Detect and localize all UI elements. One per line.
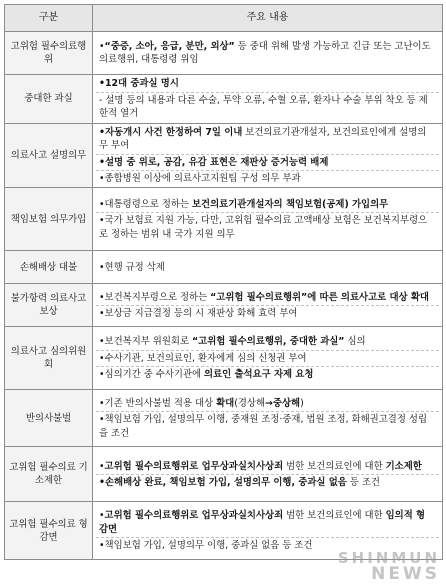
content-text: •보상금 지급결정 등의 시 재판상 화해 효력 부여 [99, 307, 298, 319]
content-text: ) [300, 397, 304, 409]
content-text: 범한 보건의료인에 대한 [283, 510, 386, 522]
content-text: •심의기간 중 수사기관에 [99, 369, 205, 381]
content-line [96, 350, 439, 366]
watermark-line-1: SHINMUN [337, 549, 440, 567]
policy-table [4, 4, 443, 560]
row-category: 고위험 필수의료 형 감면 [5, 502, 93, 560]
table-row [5, 75, 443, 124]
table-row [5, 251, 443, 284]
row-category: 책임보험 의무가입 [5, 188, 93, 251]
content-text: •수사기관, 보건의료인, 환자에게 심의 신청권 부여 [99, 352, 307, 364]
content-text: →중상해 [265, 397, 301, 409]
content-line [96, 125, 439, 154]
table-row [5, 284, 443, 327]
content-text: “고위험 필수의료행위”에 따른 의료사고로 대상 확대 [210, 291, 429, 303]
row-category: 반의사불벌 [5, 390, 93, 447]
row-content [93, 284, 443, 327]
row-content [93, 327, 443, 390]
content-text: •보건복지부령으로 정하는 [99, 291, 211, 303]
header-category: 구분 [5, 5, 93, 32]
content-line [96, 290, 439, 305]
table-row [5, 32, 443, 75]
content-text: •자동개시 사건 한정하여 7일 이내 [99, 127, 243, 138]
content-line [96, 474, 439, 490]
content-line [96, 170, 439, 186]
content-text: 등 조건 [346, 476, 380, 488]
table-row [5, 447, 443, 502]
content-text: “중증, 소아, 응급, 분만, 외상” [104, 40, 235, 52]
table-row [5, 502, 443, 560]
table-row [5, 390, 443, 447]
content-line [96, 197, 439, 212]
row-content [93, 502, 443, 560]
content-line [96, 305, 439, 321]
content-line [96, 537, 439, 553]
content-text: •설명 중 위로, 공감, 유감 표현은 재판상 증거능력 배제 [99, 156, 329, 168]
content-text: 의료인 출석요구 자제 요청 [204, 369, 314, 381]
row-content [93, 390, 443, 447]
content-line [96, 39, 439, 68]
row-category: 중대한 과실 [5, 75, 93, 124]
content-text: 보건의료기관개설자의 책임보험(공제) 가입의무 [192, 198, 389, 210]
content-text: 고위험 필수의료행위로 업무상과실치사상죄 [104, 510, 284, 522]
content-text: “고위험 필수의료행위, 중대한 과실” [192, 336, 345, 348]
row-category: 의료사고 설명의무 [5, 124, 93, 188]
row-category: 고위험 필수의료행위 [5, 32, 93, 75]
table-body [5, 32, 443, 560]
content-text: 확대 [216, 397, 235, 409]
row-content [93, 447, 443, 502]
content-text: 고위험 필수의료행위로 업무상과실치사상죄 [104, 460, 284, 472]
content-text: •보건복지부 위원회로 [99, 336, 192, 348]
content-text: 임의적 형 감면 [99, 510, 426, 535]
content-text: •국가 보험료 지원 가능, 다만, 고위험 필수의료 고액배상 보험은 보건복지부령으로 정하는 범위 내 국가 지원 의무 [99, 215, 428, 240]
content-text: •책임보험 가입, 설명의무 이행, 중과실 없음 등 조건 [99, 540, 313, 552]
content-line [96, 508, 439, 537]
table-row [5, 124, 443, 188]
content-text: • [99, 40, 105, 52]
row-content [93, 124, 443, 188]
table-row [5, 327, 443, 390]
content-text: • [99, 460, 105, 472]
content-text: •책임보험 가입, 설명의무 이행, 중재원 조정·중재, 법원 조정, 화해권고결정 성립을 조건 [99, 414, 427, 439]
table-header-row [5, 5, 443, 32]
content-line [96, 212, 439, 242]
content-text: 기소제한 [385, 460, 422, 472]
content-line [96, 396, 439, 411]
content-line [96, 260, 439, 275]
content-text: •종합병원 이상에 의료사고지원팀 구성 의무 부과 [99, 173, 301, 185]
watermark-line-2: NEWS [371, 564, 440, 584]
content-text: 심의 [344, 336, 366, 348]
row-content [93, 251, 443, 284]
content-line [96, 459, 439, 474]
row-content [93, 75, 443, 124]
header-content: 주요 내용 [93, 5, 443, 32]
content-line [96, 334, 439, 349]
content-text: • [99, 510, 105, 522]
content-text: (경상해 [234, 397, 266, 409]
content-line [96, 154, 439, 170]
row-category: 고위험 필수의료 기소제한 [5, 447, 93, 502]
content-text: 보건의료기관개설자, 보건의료인에게 설명의무 부여 [99, 127, 427, 152]
content-text: - 설명 등의 내용과 다른 수술, 투약 오류, 수혈 오류, 환자나 수술 부위 착오 등 제한적 열거 [99, 94, 428, 120]
content-line [96, 76, 439, 91]
row-content [93, 32, 443, 75]
row-content [93, 188, 443, 251]
row-category: 불가항력 의료사고 보상 [5, 284, 93, 327]
content-text: 범한 보건의료인에 대한 [283, 460, 386, 472]
content-line [96, 92, 439, 122]
content-text: •손해배상 완료, 책임보험 가입, 설명의무 이행, 중과실 없음 [99, 476, 347, 488]
content-text: •현행 규정 삭제 [99, 261, 165, 273]
row-category: 의료사고 심의위원회 [5, 327, 93, 390]
content-text: •12대 중과실 명시 [99, 78, 179, 90]
content-text: 등 중대 위해 발생 가능하고 긴급 또는 고난이도 의료행위, 대통령령 위임 [99, 40, 431, 65]
content-text: •대통령령으로 정하는 [99, 198, 192, 210]
table-row [5, 188, 443, 251]
row-category: 손해배상 대불 [5, 251, 93, 284]
content-line [96, 411, 439, 441]
content-text: •기존 반의사불벌 적용 대상 [99, 397, 217, 409]
content-line [96, 366, 439, 382]
